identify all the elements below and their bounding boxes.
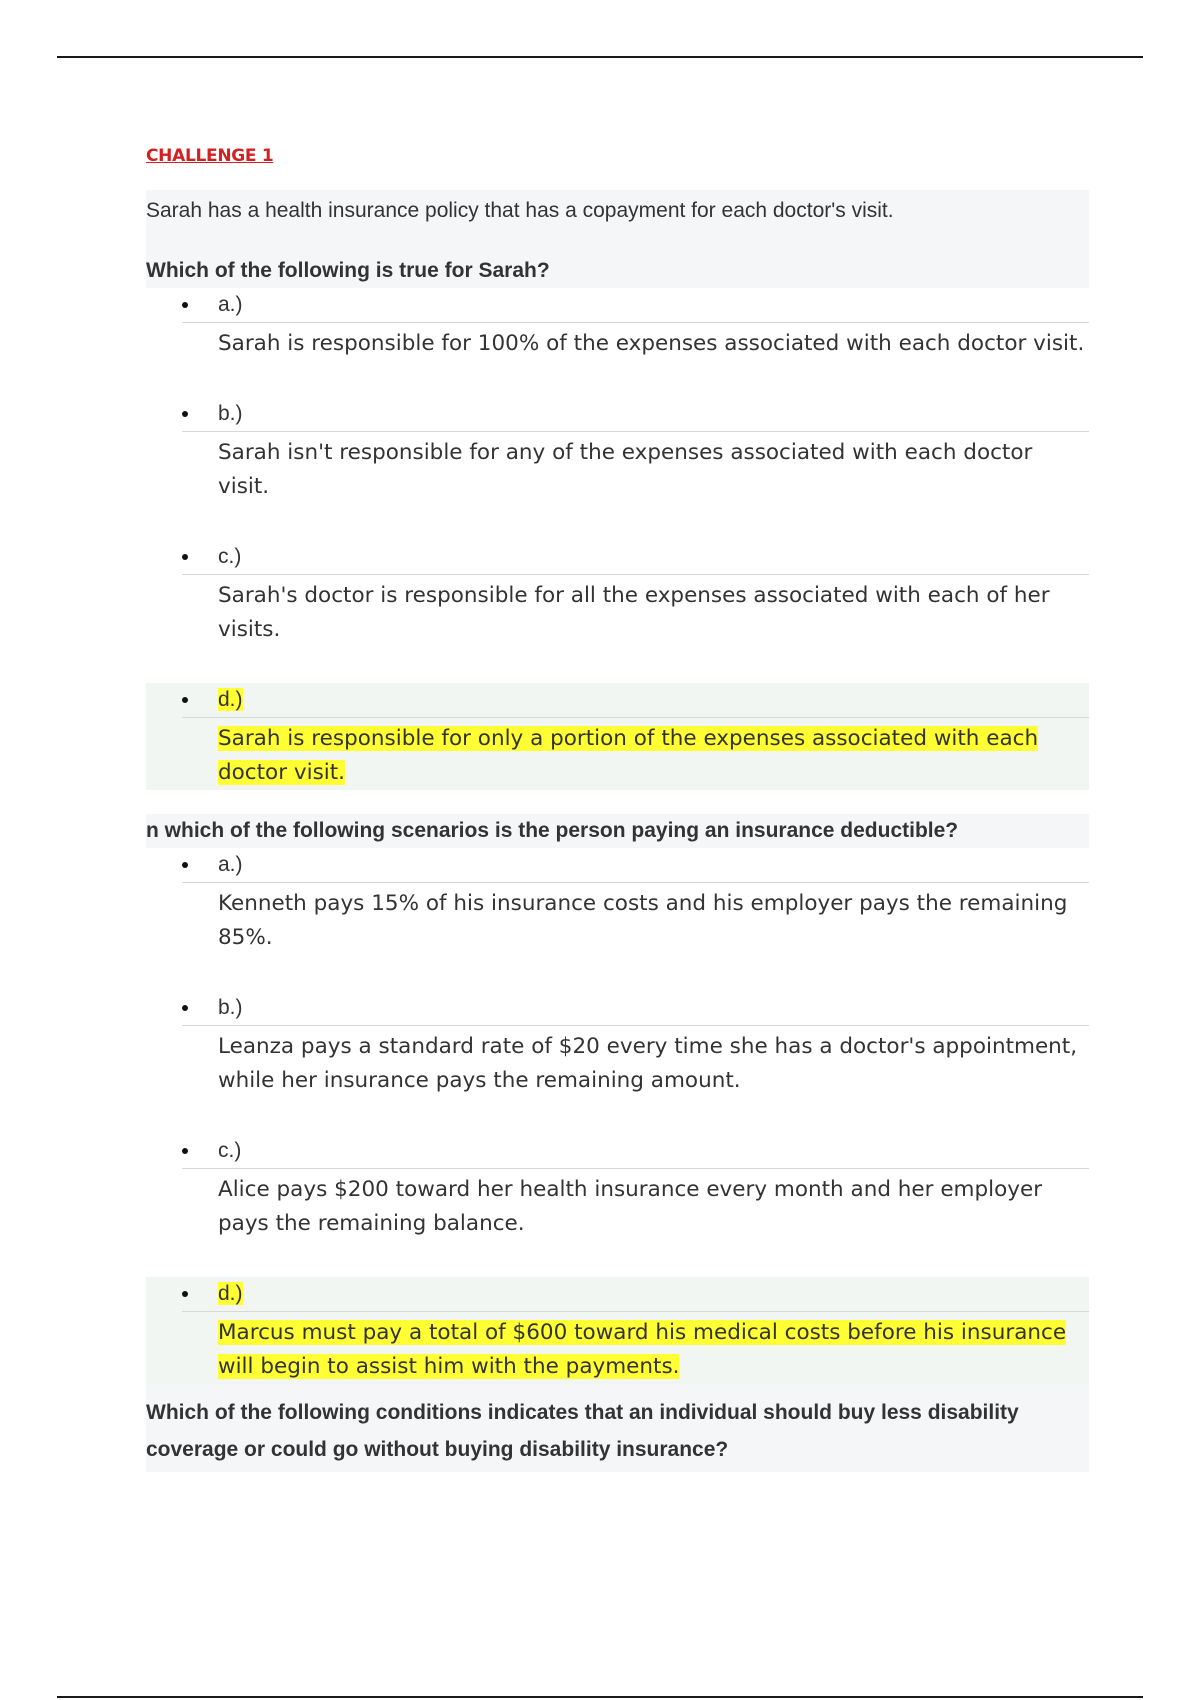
option-letter: b.): [218, 996, 243, 1019]
bullet-icon: [182, 302, 188, 308]
option-letter: a.): [218, 293, 243, 316]
bottom-rule: [57, 1696, 1143, 1698]
q1-option-d[interactable]: [146, 683, 1089, 790]
option-letter: a.): [218, 853, 243, 876]
q3-stem: [146, 1384, 1089, 1472]
q2-answers: [146, 848, 1089, 1384]
bullet-icon: [182, 1291, 188, 1297]
q1-answers: [146, 288, 1089, 790]
bullet-icon: [182, 411, 188, 417]
option-text: Sarah is responsible for 100% of the expenses associated with each doctor visit.: [218, 331, 1085, 356]
q1-stem: [146, 190, 1089, 288]
q1-option-c[interactable]: [146, 540, 1089, 647]
bullet-icon: [182, 862, 188, 868]
bullet-icon: [182, 1005, 188, 1011]
q2-question: n which of the following scenarios is the person paying an insurance deductible?: [146, 819, 959, 842]
q2-option-a[interactable]: [146, 848, 1089, 955]
challenge-title: CHALLENGE 1: [146, 146, 274, 166]
option-text: Leanza pays a standard rate of $20 every time she has a doctor's appointment, while her insurance pays the remaining amount.: [218, 1034, 1078, 1093]
bullet-icon: [182, 1148, 188, 1154]
option-text: Sarah is responsible for only a portion of the expenses associated with each doctor visit.: [218, 726, 1039, 785]
bullet-icon: [182, 554, 188, 560]
top-rule: [57, 56, 1143, 58]
option-text: Alice pays $200 toward her health insurance every month and her employer pays the remaining balance.: [218, 1177, 1043, 1236]
option-letter: d.): [218, 1282, 243, 1305]
q1-option-b[interactable]: [146, 397, 1089, 504]
document-content: [146, 146, 1089, 1472]
q1-intro: Sarah has a health insurance policy that has a copayment for each doctor's visit.: [146, 199, 894, 222]
q3-question: Which of the following conditions indicates that an individual should buy less disability coverage or could go without buying disability insurance?: [146, 1401, 1019, 1461]
q2-stem: [146, 814, 1089, 848]
option-text: Marcus must pay a total of $600 toward his medical costs before his insurance will begin to assist him with the payments.: [218, 1320, 1067, 1379]
q1-option-a[interactable]: [146, 288, 1089, 361]
q2-option-c[interactable]: [146, 1134, 1089, 1241]
option-text: Kenneth pays 15% of his insurance costs and his employer pays the remaining 85%.: [218, 891, 1068, 950]
q2-option-b[interactable]: [146, 991, 1089, 1098]
bullet-icon: [182, 697, 188, 703]
option-letter: b.): [218, 402, 243, 425]
option-text: Sarah's doctor is responsible for all the expenses associated with each of her visits.: [218, 583, 1050, 642]
option-letter: d.): [218, 688, 243, 711]
option-letter: c.): [218, 545, 242, 568]
option-letter: c.): [218, 1139, 242, 1162]
q2-option-d[interactable]: [146, 1277, 1089, 1384]
q1-question: Which of the following is true for Sarah?: [146, 259, 550, 282]
option-text: Sarah isn't responsible for any of the expenses associated with each doctor visit.: [218, 440, 1033, 499]
